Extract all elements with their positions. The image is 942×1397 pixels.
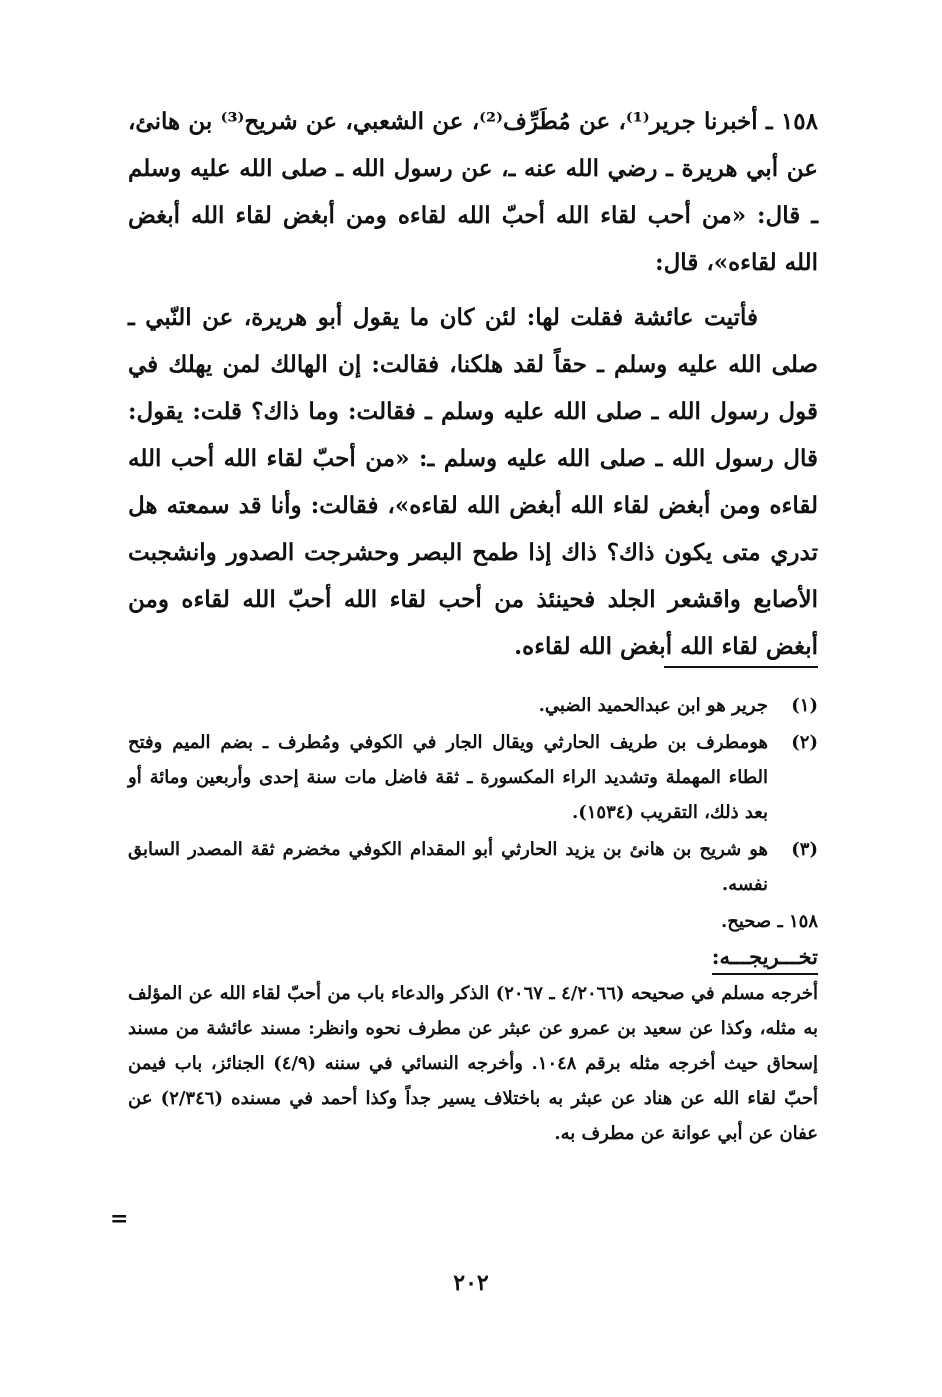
footnotes-section <box>128 688 818 1151</box>
footnote-2 <box>128 725 818 830</box>
footnote-1 <box>128 688 818 723</box>
hadith-paragraph-2: فأتيت عائشة فقلت لها: لئن كان ما يقول أبو هريرة، عن النّبي ـ صلى الله عليه وسلم ـ حقاً لقد هلكنا، فقالت: إن الهالك لمن يهلك في قول رسول الله ـ صلى الله عليه وسلم ـ فقالت: وما ذاك؟ قلت: يقول: قال رسول الله ـ صلى الله عليه وسلم ـ: «من أحبّ لقاء الله أحب الله لقاءه ومن أبغض لقاء الله أبغض الله لقاءه»، فقالت: وأنا قد سمعته هل تدري متى يكون ذاك؟ ذاك إذا طمح البصر وحشرجت الصدور وانشجبت الأصابع واقشعر الجلد فحينئذ من أحب لقاء الله أحبّ الله لقاءه ومن أبغض لقاء الله أبغض الله لقاءه. <box>128 304 818 660</box>
hadith-text <box>128 98 818 670</box>
footnote-number: (٢) <box>791 732 818 753</box>
footnote-text: هو شريح بن هانئ بن يزيد الحارثي أبو المقدام الكوفي مخضرم ثقة المصدر السابق نفسه. <box>128 839 768 895</box>
takhrij-heading: تخـــريجـــه: <box>712 941 818 975</box>
takhrij-text: أخرجه مسلم في صحيحه (٤/٢٠٦٦ ـ ٢٠٦٧) الذكر والدعاء باب من أحبّ لقاء الله عن المؤلف به مثله، وكذا عن سعيد بن عمرو عن عبثر عن مطرف نحوه وانظر: مسند عائشة من مسند إسحاق حيث أخرجه مثله برقم ١٠٤٨. وأخرجه النسائي في سننه (٤/٩) الجنائز، باب فيمن أحبّ لقاء الله عن هناد عن عبثر به باختلاف يسير جداً وكذا أحمد في مسنده (٢/٣٤٦) عن عفان عن أبي عوانة عن مطرف به. <box>128 983 819 1144</box>
continuation-mark: = <box>110 1206 129 1232</box>
hadith-paragraph-1: ١٥٨ ـ أخبرنا جرير⁽¹⁾، عن مُطَرِّف⁽²⁾، عن الشعبي، عن شريح⁽³⁾ بن هانئ، عن أبي هريرة ـ رضي الله عنه ـ، عن رسول الله ـ صلى الله عليه وسلم ـ قال: «من أحب لقاء الله أحبّ الله لقاءه ومن أبغض لقاء الله أبغض الله لقاءه»، قال: <box>128 108 818 276</box>
footnote-text: هومطرف بن طريف الحارثي ويقال الجار في الكوفي ومُطرف ـ بضم الميم وفتح الطاء المهملة وتشديد الراء المكسورة ـ ثقة فاضل مات سنة إحدى وأربعين ومائة أو بعد ذلك، التقريب (١٥٣٤). <box>128 732 768 823</box>
page-number: ٢٠٢ <box>453 1270 489 1296</box>
footnote-text: جرير هو ابن عبدالحميد الضبي. <box>538 695 768 716</box>
footnote-number: (١) <box>791 695 818 716</box>
hadith-grading: ١٥٨ ـ صحيح. <box>720 911 818 932</box>
footnote-3 <box>128 832 818 902</box>
footnote-number: (٣) <box>791 839 818 860</box>
footnote-separator <box>664 666 818 668</box>
